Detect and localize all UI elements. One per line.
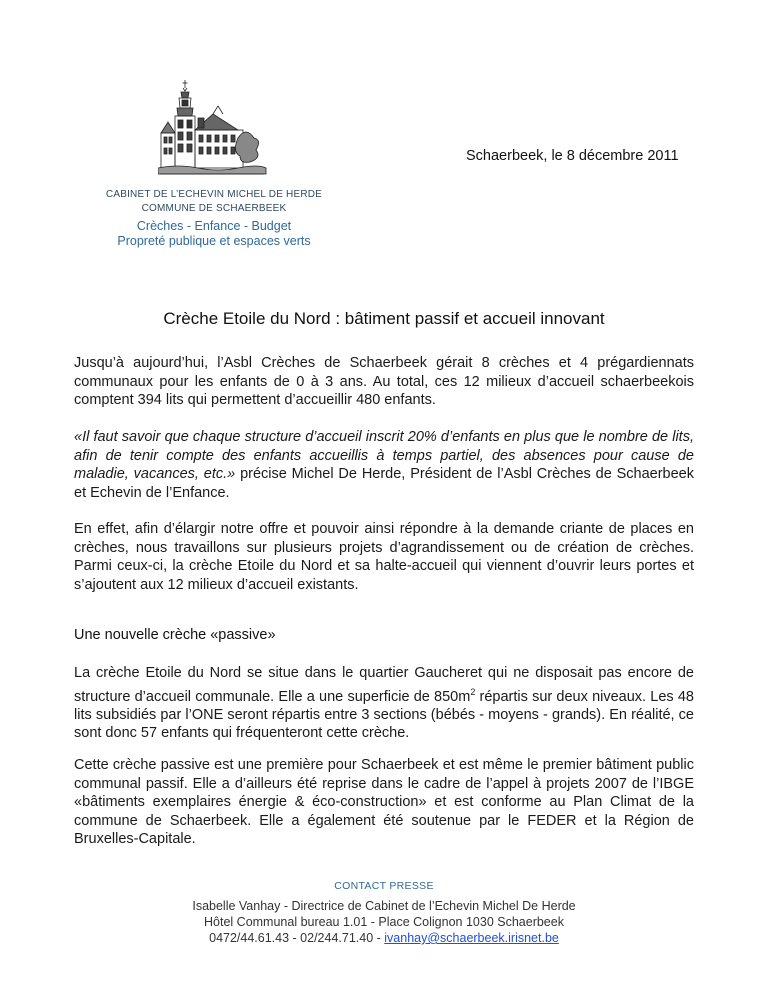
contact-phone-numbers: 0472/44.61.43 - 02/244.71.40 - [209, 931, 385, 945]
quote-text: «Il faut savoir que chaque structure d’accueil inscrit 20% d’enfants en plus que le nombre de lits, afin de tenir compte des enfants accueillis à temps partiel, des absences pour cause de maladie, vacances, etc.» [74, 429, 694, 482]
paragraph-passive: Cette crèche passive est une première pour Schaerbeek et est même le premier bâtiment public communal passif. Elle a d’ailleurs été reprise dans le cadre de l’appel à projets 2007 de l’IBGE «bâtiments exemplaires énergie & éco-construction» et est conforme au Plan Climat de la commune de Schaerbeek. Elle a également été soutenue par le FEDER et la Région de Bruxelles-Capitale. [74, 757, 694, 847]
press-contact [0, 880, 768, 946]
cabinet-title: CABINET DE L’ECHEVIN MICHEL DE HERDE [105, 189, 323, 200]
town-hall-building-icon [158, 78, 268, 180]
document-title: Crèche Etoile du Nord : bâtiment passif et accueil innovant [163, 309, 605, 328]
paragraph-building [74, 664, 694, 743]
quote-attribution: précise Michel De Herde, Président de l’Asbl Crèches de Schaerbeek et Echevin de l’Enfance. [74, 466, 694, 501]
contact-email-link[interactable]: ivanhay@schaerbeek.irisnet.be [384, 931, 559, 945]
cabinet-header [88, 188, 340, 249]
contact-address: Hôtel Communal bureau 1.01 - Place Colignon 1030 Schaerbeek [204, 915, 564, 929]
section-heading: Une nouvelle crèche «passive» [74, 627, 276, 643]
portfolio-line-1: Crèches - Enfance - Budget [136, 219, 292, 233]
paragraph-context: En effet, afin d’élargir notre offre et pouvoir ainsi répondre à la demande criante de places en crèches, nous travaillons sur plusieurs projets d’agrandissement ou de création de crèches. Parmi ceux-ci, la crèche Etoile du Nord et sa halte-accueil qui viennent d’ouvrir leurs portes et s’ajoutent aux 12 milieux d’accueil existants. [74, 521, 694, 593]
building-text-a: La crèche Etoile du Nord se situe dans le quartier Gaucheret qui ne disposait pas encore de structure d’accueil communale. Elle a une superficie de 850m [74, 665, 694, 705]
contact-name: Isabelle Vanhay - Directrice de Cabinet de l’Echevin Michel De Herde [192, 899, 576, 913]
paragraph-quote [74, 428, 694, 502]
paragraph-intro: Jusqu’à aujourd’hui, l’Asbl Crèches de Schaerbeek gérait 8 crèches et 4 prégardiennats communaux pour les enfants de 0 à 3 ans. Au total, ces 12 milieux d’accueil schaerbeekois comptent 394 lits qui permettent d’accueillir 480 enfants. [74, 355, 694, 408]
contact-title: CONTACT PRESSE [334, 880, 434, 892]
superscript-square: 2 [470, 686, 476, 697]
contact-phones [0, 930, 768, 946]
commune-name: COMMUNE DE SCHAERBEEK [141, 203, 287, 214]
portfolio-line-2: Propreté publique et espaces verts [117, 234, 311, 248]
date-line: Schaerbeek, le 8 décembre 2011 [466, 148, 679, 164]
building-text-b: répartis sur deux niveaux. Les 48 lits subsidiés par l’ONE seront répartis entre 3 sections (bébés - moyens - grands). En réalité, ce sont donc 57 enfants qui fréquenteront cette crèche. [74, 688, 694, 742]
